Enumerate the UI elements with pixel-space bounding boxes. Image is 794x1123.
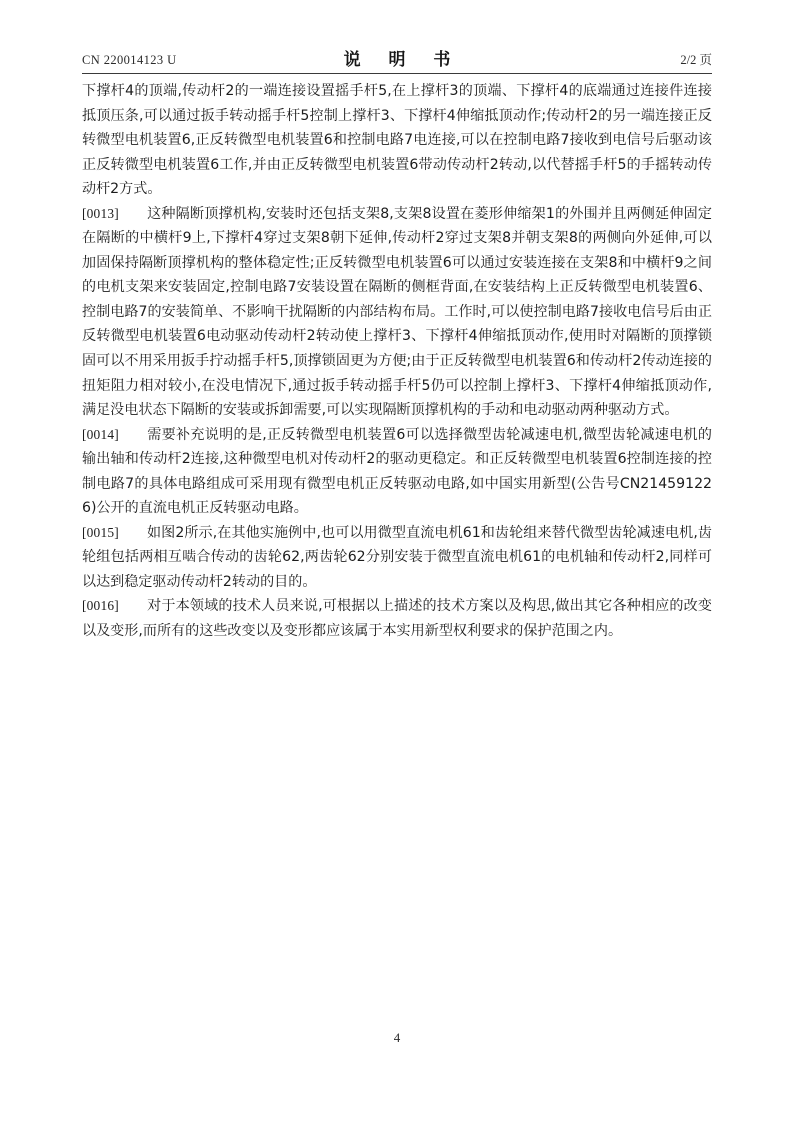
paragraph-tag: [0014]: [82, 426, 119, 442]
header-divider: [82, 73, 712, 74]
paragraph-tag: [0016]: [82, 598, 119, 614]
paragraph-tag: [0015]: [82, 524, 119, 540]
paragraph-continuation: [82, 79, 712, 202]
paragraph-text: 如图2所示,在其他实施例中,也可以用微型直流电机61和齿轮组来替代微型齿轮减速电机,齿轮组包括两相互啮合传动的齿轮62,两齿轮62分别安装于微型直流电机61的电机轴和传动杆2,同样可以达到稳定驱动传动杆2转动的目的。: [82, 524, 712, 590]
paragraph-text: 这种隔断顶撑机构,安装时还包括支架8,支架8设置在菱形伸缩架1的外围并且两侧延伸固定在隔断的中横杆9上,下撑杆4穿过支架8朝下延伸,传动杆2穿过支架8并朝支架8的两侧向外延伸,可以加固保持隔断顶撑机构的整体稳定性;正反转微型电机装置6可以通过安装连接在支架8和中横杆9之间的电机支架来安装固定,控制电路7安装设置在隔断的侧框背面,在安装结构上正反转微型电机装置6、控制电路7的安装简单、不影响干扰隔断的内部结构布局。工作时,可以使控制电路7接收电信号后由正反转微型电机装置6电动驱动传动杆2转动使上撑杆3、下撑杆4伸缩抵顶动作,使用时对隔断的顶撑锁固可以不用采用扳手拧动摇手杆5,顶撑锁固更为方便;由于正反转微型电机装置6和传动杆2传动连接的扭矩阻力相对较小,在没电情况下,通过扳手转动摇手杆5仍可以控制上撑杆3、下撑杆4伸缩抵顶动作,满足没电状态下隔断的安装或拆卸需要,可以实现隔断顶撑机构的手动和电动驱动两种驱动方式。: [82, 205, 712, 419]
document-section-title: 说 明 书: [343, 50, 462, 70]
header-row: [82, 44, 712, 68]
paragraph-0016: [82, 594, 712, 643]
paragraph-text: 下撑杆4的顶端,传动杆2的一端连接设置摇手杆5,在上撑杆3的顶端、下撑杆4的底端通过连接件连接抵顶压条,可以通过扳手转动摇手杆5控制上撑杆3、下撑杆4伸缩抵顶动作;传动杆2的另一端连接正反转微型电机装置6,正反转微型电机装置6和控制电路7电连接,可以在控制电路7接收到电信号后驱动该正反转微型电机装置6工作,并由正反转微型电机装置6带动传动杆2转动,以代替摇手杆5的手摇转动传动杆2方式。: [82, 83, 712, 198]
paragraph-0015: [82, 521, 712, 595]
page-number: 4: [393, 1030, 401, 1045]
page-header: [82, 44, 712, 74]
publication-number: CN 220014123 U: [82, 53, 177, 67]
paragraph-tag: [0013]: [82, 205, 119, 221]
page-indicator: 2/2 页: [680, 53, 712, 67]
paragraph-0013: [82, 202, 712, 423]
paragraph-text: 对于本领域的技术人员来说,可根据以上描述的技术方案以及构思,做出其它各种相应的改变以及变形,而所有的这些改变以及变形都应该属于本实用新型权利要求的保护范围之内。: [82, 598, 712, 640]
paragraph-text: 需要补充说明的是,正反转微型电机装置6可以选择微型齿轮减速电机,微型齿轮减速电机的输出轴和传动杆2连接,这种微型电机对传动杆2的驱动更稳定。和正反转微型电机装置6控制连接的控制电路7的具体电路组成可采用现有微型电机正反转驱动电路,如中国实用新型(公告号CN214591226)公开的直流电机正反转驱动电路。: [82, 426, 712, 517]
document-body: [82, 79, 712, 644]
paragraph-0014: [82, 423, 712, 521]
